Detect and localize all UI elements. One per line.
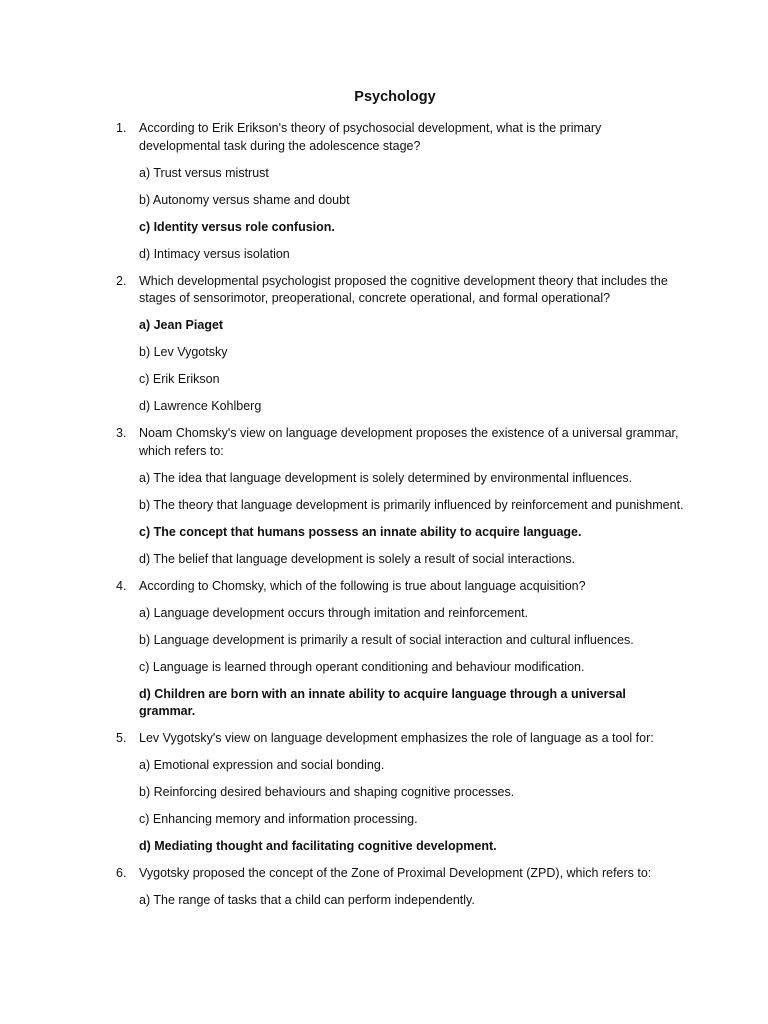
question-6 [0, 865, 768, 910]
question-number: 2. [116, 273, 127, 288]
answer-option-a: a) Jean Piaget [139, 318, 224, 332]
answer-option-b: b) Autonomy versus shame and doubt [139, 192, 350, 207]
question-list [0, 120, 768, 910]
question-4 [0, 578, 768, 721]
answer-option-c: c) Enhancing memory and information processing. [139, 812, 418, 826]
answer-option-a: a) Emotional expression and social bonding. [139, 758, 385, 772]
question-3 [0, 425, 768, 568]
answer-option-d: d) The belief that language development is solely a result of social interactions. [139, 551, 576, 566]
answer-option-a: a) Trust versus mistrust [139, 165, 269, 180]
question-2 [0, 273, 768, 416]
answer-option-b: b) Language development is primarily a result of social interaction and cultural influences. [139, 632, 634, 647]
answer-options [0, 757, 768, 856]
question-number: 6. [116, 866, 127, 880]
answer-options [0, 470, 768, 569]
question-number: 4. [116, 578, 127, 593]
question-text: According to Erik Erikson's theory of psychosocial development, what is the primary developmental task during the adolescence stage? [139, 121, 602, 153]
question-1 [0, 120, 768, 263]
answer-option-c: c) Language is learned through operant conditioning and behaviour modification. [139, 659, 585, 674]
question-text: Vygotsky proposed the concept of the Zone of Proximal Development (ZPD), which refers to: [139, 866, 652, 880]
question-text: Noam Chomsky's view on language development proposes the existence of a universal grammar, which refers to: [139, 426, 679, 458]
answer-options [0, 605, 768, 721]
answer-option-d: d) Intimacy versus isolation [139, 246, 290, 261]
question-text: According to Chomsky, which of the following is true about language acquisition? [139, 578, 586, 593]
answer-option-b: b) The theory that language development is primarily influenced by reinforcement and punishment. [139, 497, 684, 512]
answer-option-d: d) Lawrence Kohlberg [139, 399, 262, 413]
question-number: 1. [116, 121, 127, 135]
question-text: Lev Vygotsky's view on language development emphasizes the role of language as a tool for: [139, 731, 654, 745]
answer-option-b: b) Lev Vygotsky [139, 345, 228, 359]
question-text: Which developmental psychologist proposed the cognitive development theory that includes the stages of sensorimotor, preoperational, concrete operational, and formal operational? [139, 273, 668, 305]
answer-option-b: b) Reinforcing desired behaviours and shaping cognitive processes. [139, 785, 515, 799]
question-number: 3. [116, 426, 127, 440]
page-title: Psychology [354, 89, 436, 105]
answer-option-a: a) The range of tasks that a child can perform independently. [139, 893, 475, 907]
answer-option-a: a) Language development occurs through imitation and reinforcement. [139, 605, 529, 620]
answer-option-c: c) Identity versus role confusion. [139, 219, 335, 234]
answer-option-a: a) The idea that language development is solely determined by environmental influences. [139, 470, 633, 485]
answer-option-c: c) The concept that humans possess an innate ability to acquire language. [139, 524, 582, 539]
answer-options [0, 317, 768, 416]
answer-option-d: d) Mediating thought and facilitating cognitive development. [139, 839, 497, 853]
question-number: 5. [116, 731, 127, 745]
answer-option-c: c) Erik Erikson [139, 372, 220, 386]
answer-options [0, 165, 768, 264]
question-5 [0, 730, 768, 856]
answer-options [0, 892, 768, 910]
answer-option-d: d) Children are born with an innate ability to acquire language through a universal grammar. [139, 686, 626, 718]
